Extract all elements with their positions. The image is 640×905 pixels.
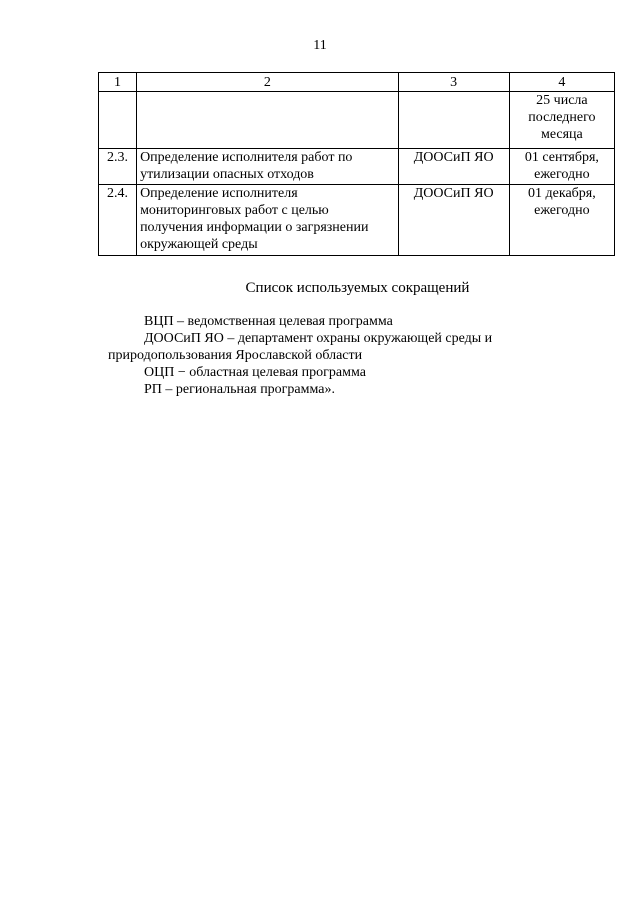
abbreviation-item: ДООСиП ЯО – департамент охраны окружающей среды и природопользования Ярославской области <box>108 331 493 363</box>
row-executor <box>398 92 509 149</box>
row-deadline: 01 декабря, ежегодно <box>509 185 614 256</box>
table-row <box>99 92 615 149</box>
table-header-row <box>99 73 615 92</box>
column-header: 4 <box>509 73 614 92</box>
row-number: 2.3. <box>99 149 137 185</box>
row-number <box>99 92 137 149</box>
row-task <box>137 92 399 149</box>
table-row <box>99 149 615 185</box>
row-deadline: 01 сентября, ежегодно <box>509 149 614 185</box>
abbreviation-item: ВЦП – ведомственная целевая программа <box>144 314 393 329</box>
plan-table <box>98 72 615 256</box>
column-header: 1 <box>99 73 137 92</box>
abbreviation-item: ОЦП − областная целевая программа <box>144 365 366 380</box>
page-number: 11 <box>313 38 327 53</box>
row-deadline: 25 числа последнего месяца <box>509 92 614 149</box>
column-header: 3 <box>398 73 509 92</box>
abbreviations-title: Список используемых сокращений <box>245 280 470 296</box>
row-task: Определение исполнителя мониторинговых работ с целью получения информации о загрязнении окружающей среды <box>137 185 399 256</box>
row-number: 2.4. <box>99 185 137 256</box>
row-executor: ДООСиП ЯО <box>398 149 509 185</box>
row-executor: ДООСиП ЯО <box>398 185 509 256</box>
table-row <box>99 185 615 256</box>
row-task: Определение исполнителя работ по утилизации опасных отходов <box>137 149 399 185</box>
abbreviation-item: РП – региональная программа». <box>144 382 335 397</box>
column-header: 2 <box>137 73 399 92</box>
abbreviations-list <box>108 313 618 398</box>
